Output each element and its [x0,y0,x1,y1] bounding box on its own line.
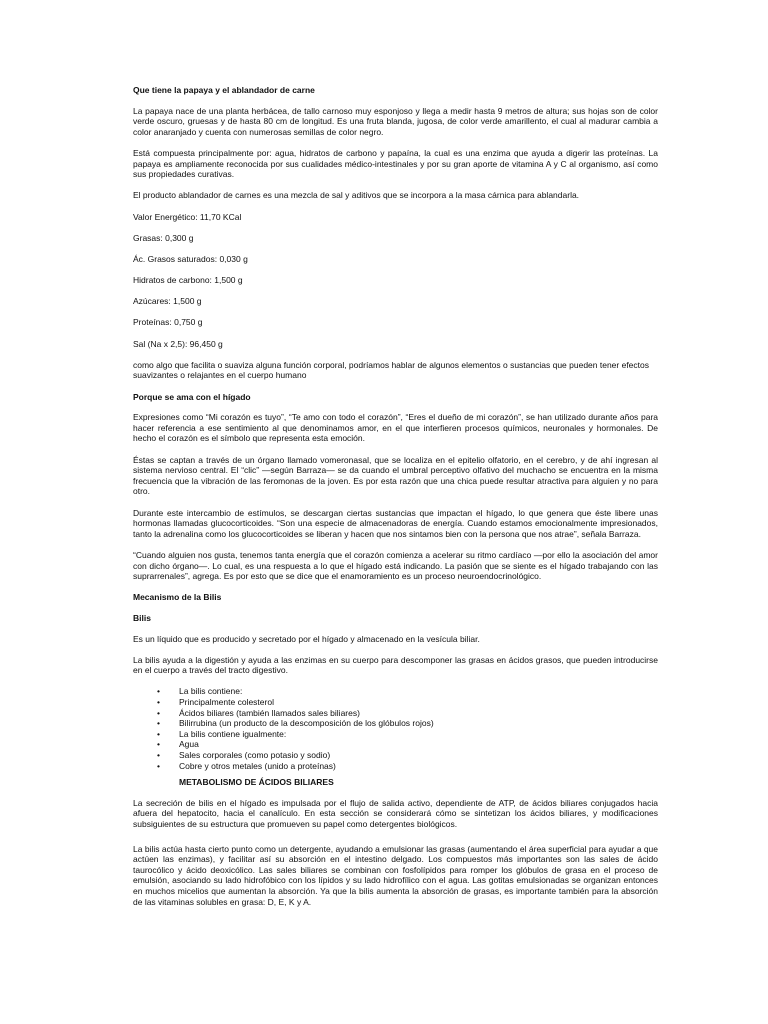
paragraph: Es un líquido que es producido y secretado por el hígado y almacenado en la vesícula biliar. [133,633,480,644]
section-title-papaya: Que tiene la papaya y el ablandador de carne [133,85,315,95]
paragraph: Durante este intercambio de estímulos, se descargan ciertas sustancias que impactan el hígado, lo que genera que éste libere unas hormonas llamadas glucocorticoides. “Son una especie de almacenadoras de energía. Cuando estamos emocionalmente impresionados, tanto la adrenalina como los glucocorticoides se liberan y hacen que nos sintamos bien con la persona que nos atrae”, señala Barraza. [133,507,658,539]
list-item: • La bilis contiene igualmente: [157,728,287,739]
paragraph: Está compuesta principalmente por: agua, hidratos de carbono y papaína, la cual es una enzima que ayuda a digerir las proteínas. La papaya es ampliamente reconocida por sus cualidades médico-intestinales y por su gran aporte de vitamina A y C al organismo, así como sus propiedades curativas. [133,147,658,180]
bullet-icon: • [157,686,160,697]
section-title-bilis: Mecanismo de la Bilis [133,592,222,603]
list-item: • La bilis contiene: [157,686,243,697]
nutrition-item: Hidratos de carbono: 1,500 g [133,275,243,286]
subsection-title-bilis: Bilis [133,612,151,623]
section-title-higado: Porque se ama con el hígado [133,391,251,402]
bullet-icon: • [157,750,160,761]
nutrition-item: Sal (Na x 2,5): 96,450 g [133,338,223,349]
list-item: • Agua [157,739,199,750]
list-item: • Bilirrubina (un producto de la descomposición de los glóbulos rojos) [157,718,434,729]
list-item: • Principalmente colesterol [157,697,274,708]
paragraph: La secreción de bilis en el hígado es impulsada por el flujo de salida activo, dependiente de ATP, de ácidos biliares conjugados hacia afuera del hepatocito, hacia el canalículo. En esta sección se considerará cómo se sintetizan los ácidos biliares, y modificaciones subsiguientes de su estructura que promueven su papel como detergentes biológicos. [133,797,658,829]
nutrition-item: Azúcares: 1,500 g [133,296,202,307]
nutrition-item: Grasas: 0,300 g [133,232,194,243]
paragraph: La bilis ayuda a la digestión y ayuda a las enzimas en su cuerpo para descomponer las grasas en ácidos grasos, que pueden introducirse en el cuerpo a través del tracto digestivo. [133,654,658,676]
paragraph: como algo que facilita o suaviza alguna función corporal, podríamos hablar de algunos elementos o sustancias que pueden tener efectos suavizantes o relajantes en el cuerpo humano [133,359,649,381]
section-title-metabolismo: METABOLISMO DE ÁCIDOS BILIARES [179,777,334,788]
paragraph: El producto ablandador de carnes es una mezcla de sal y aditivos que se incorpora a la masa cárnica para ablandarla. [133,190,580,201]
bullet-icon: • [157,718,160,729]
bullet-icon: • [157,728,160,739]
paragraph: Expresiones como “Mi corazón es tuyo”, “Te amo con todo el corazón”, “Eres el dueño de mi corazón”, se han utilizado durante años para hacer referencia a ese sentimiento al que denominamos amor, en el que interfieren procesos químicos, neuronales y hormonales. De hecho el corazón es el símbolo que representa esta emoción. [133,412,658,444]
bullet-icon: • [157,707,160,718]
paragraph: La papaya nace de una planta herbácea, de tallo carnoso muy esponjoso y llega a medir hasta 9 metros de altura; sus hojas son de color verde oscuro, gruesas y de hasta 80 cm de longitud. Es una fruta blanda, jugosa, de color verde amarillento, el cual al madurar cambia a color anaranjado y cuenta con numerosas semillas de color negro. [133,105,658,137]
nutrition-item: Valor Energético: 11,70 KCal [133,211,242,222]
document-page [133,85,658,918]
nutrition-item: Ác. Grasos saturados: 0,030 g [133,253,248,264]
paragraph: La bilis actúa hasta cierto punto como un detergente, ayudando a emulsionar las grasas (aumentando el área superficial para ayudar a que actúen las enzimas), y facilitar así su absorción en el intestino delgado. Los compuestos más importantes son las sales de ácido taurocólico y ácido deoxicólico. Las sales biliares se combinan con fosfolípidos para romper los glóbulos de grasa en el proceso de emulsión, asociando su lado hidrofóbico con los lípidos y su lado hidrofílico con el agua. Las gotitas emulsionadas se organizan entonces en muchos micelios que aumentan la absorción. Ya que la bilis aumenta la absorción de grasas, es importante también para la absorción de las vitaminas solubles en grasa: D, E, K y A. [133,843,658,907]
paragraph: “Cuando alguien nos gusta, tenemos tanta energía que el corazón comienza a acelerar su ritmo cardíaco —por ello la asociación del amor con dicho órgano—. Lo cual, es una respuesta a lo que el hígado está indicando. La pasión que se siente es el hígado trabajando con las suprarrenales”, agrega. Es por esto que se dice que el enamoramiento es un proceso neuroendocrinológico. [133,549,658,582]
nutrition-item: Proteínas: 0,750 g [133,317,203,328]
bullet-icon: • [157,697,160,708]
bile-contents-list [133,686,658,771]
paragraph: Éstas se captan a través de un órgano llamado vomeronasal, que se localiza en el epitelio olfatorio, en el cerebro, y de ahí ingresan al sistema nervioso central. El “clic” —según Barraza— se da cuando el umbral perceptivo olfativo del muchacho se encuentra en la misma frecuencia que la vibración de las feromonas de la joven. Es por esta razón que una chica puede resultar atractiva para alguien y no para otro. [133,454,658,497]
list-item: • Ácidos biliares (también llamados sales biliares) [157,707,360,718]
list-item: • Sales corporales (como potasio y sodio) [157,750,331,761]
bullet-icon: • [157,760,160,771]
bullet-icon: • [157,739,160,750]
list-item: • Cobre y otros metales (unido a proteínas) [157,760,336,771]
